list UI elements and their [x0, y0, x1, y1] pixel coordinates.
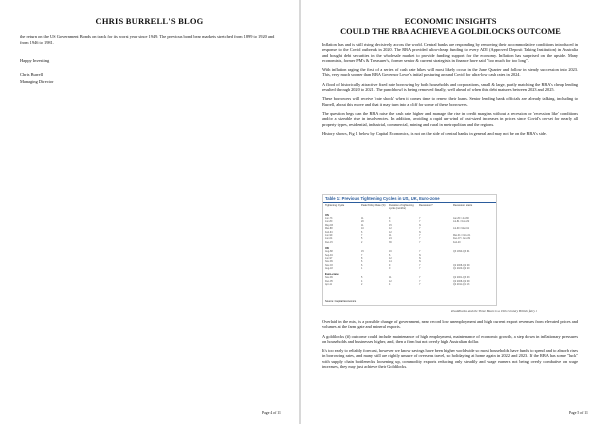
- table-cell: 11: [361, 223, 364, 227]
- table-cell: Y: [419, 233, 421, 237]
- table-cell: 20: [361, 220, 364, 224]
- table-cell: 10: [361, 227, 364, 231]
- table-cell: Q2 2008-Q2 09: [453, 279, 470, 283]
- table-cell: 2: [361, 240, 363, 244]
- signature-block: [20, 58, 54, 89]
- table-section-label: US: [325, 213, 329, 217]
- table-cell: Jun-04: [325, 237, 333, 241]
- table-cell: 6: [361, 263, 363, 267]
- table-header-cell: Duration of tightening cycle (months): [389, 204, 414, 210]
- table-cell: 11: [361, 217, 364, 220]
- table-source: Source: Capital Economics: [325, 300, 357, 303]
- table-cell: 15: [389, 223, 392, 227]
- table-cell: 6: [389, 253, 391, 257]
- table-header-cell: Recession?: [419, 204, 433, 207]
- table-row: [323, 241, 496, 244]
- table-cell: 3: [389, 220, 391, 224]
- table-cell: 8: [361, 256, 363, 260]
- article-paragraph: A flood of historically attractive fixed rate borrowing by both households and corporations, small & large, partly matching the RBA's cheap lending resulted through 2020 to 2021. The punchbowl is being removed finally, well ahead of when this debt matures between 2023 and 2025.: [322, 81, 578, 93]
- article-paragraph: Overlaid in the mix, is a possible change of government, near record low unemployment and high current export revenues from elevated prices and volumes at the farm gate and mineral exports.: [322, 319, 578, 330]
- table-cell: Feb-94: [325, 230, 333, 234]
- table-section-label: Euro-zone: [325, 272, 339, 277]
- table-cell: N: [419, 253, 421, 257]
- blog-body: [20, 34, 277, 51]
- table-cell: Dec-07 / Jun-09: [453, 237, 471, 241]
- table-cell: Aug-88: [325, 250, 333, 254]
- table-cell: 4: [389, 283, 391, 287]
- sign-off: Happy Investing: [20, 58, 50, 63]
- page-number: Page 4 of 11: [262, 411, 281, 415]
- table-cell: 12: [389, 227, 392, 231]
- table-cell: 11: [389, 276, 392, 280]
- article-body-continued: [322, 319, 578, 373]
- table-cell: Nov-03: [325, 263, 333, 267]
- table-cell: Dec-05: [325, 279, 333, 283]
- article-paragraph: History shows, Fig 1 below by Capital Economics, is not on the side of central banks in general and may not be on the RBA's side.: [322, 130, 547, 136]
- table-cell: 36: [389, 240, 392, 244]
- table-cell: May-83: [325, 223, 333, 227]
- article-paragraph: These borrowers will receive 'rate shock' when it comes time to renew their loans. Senior lending bank officials are already talking, including to Burrell, about this move and that it may turn into a cliff for some of these borrowers.: [322, 96, 578, 107]
- table-row: [323, 267, 496, 270]
- table-header-cell: Peak Policy Rate (%): [361, 204, 386, 207]
- table-cell: Jun-80: [325, 220, 333, 224]
- table-cell: Jun-73: [325, 217, 333, 220]
- table-cell: Y: [419, 276, 421, 280]
- table-cell: 6: [361, 230, 363, 234]
- table-cell: 9: [389, 263, 391, 267]
- table-cell: Jun-99: [325, 233, 333, 237]
- blog-title: CHRIS BURRELL'S BLOG: [95, 16, 204, 26]
- table-cell: Y: [419, 240, 421, 244]
- table-cell: 7: [361, 253, 363, 257]
- blog-paragraph: the return on the US Government Bonds on track for its worst year since 1949. The previous bond bear markets stretched from 1899 to 1920 and from 1946 to 1981.: [20, 34, 275, 45]
- article-paragraph: The question begs can the RBA raise the cash rate higher and manage the rise in credit margins without a recession or 'recession like' conditions and/or a sizeable rise in insolvencies. In addition, avoiding a rapid un-wind of out-sized increases in prices since Covid's on-set for nearly all property types, residential, industrial, commercial, mining and rural in metropolitan and the regions.: [322, 110, 578, 127]
- author-name: Chris Burrell: [20, 72, 44, 77]
- table-cell: 11: [389, 233, 392, 237]
- table-cell: 0: [389, 267, 391, 271]
- table-header: [323, 203, 496, 211]
- table-cell: Y: [419, 279, 421, 283]
- article-paragraph: A goldilocks (#) outcome could include maintenance of high employment, maintenance of economic growth, a step down in inflationary pressures on households and businesses higher, and, then a firm but not overly high Australian dollar.: [322, 333, 578, 344]
- table-section-label: UK: [325, 246, 330, 251]
- table-cell: 12: [389, 279, 392, 283]
- table-cell: Q2 2008-Q2 09: [453, 263, 470, 267]
- table-cell: Nov-99: [325, 260, 333, 264]
- table-cell: Q1 2020-Q2 20: [453, 267, 470, 271]
- table-cell: N: [419, 223, 421, 227]
- article-paragraph: It's too early to reliably forecast, however we know savings have been higher worldwide so most households have funds to spend and to absorb rises in borrowing rates, and many still are rightly unsure of overseas travel, so holidaying at home again in 2022 and 2023. If the RBA has some "luck" with supply chain bottlenecks loosening up, commodity exports reducing only steadily and wage earners not being overly combative on wage increases, they may just achieve their Goldilocks.: [322, 348, 578, 370]
- article-paragraph: With inflation raging the first of a series of cash rate hikes will most likely occur in the June Quarter and follow in steady succession into 2023. This, very much sooner than RBA Governor Lowe's initial posturing around Covid for ultra-low cash rates in 2024.: [322, 67, 578, 78]
- table-cell: Jul-81 / Nov-82: [453, 220, 470, 224]
- table-cell: 14: [389, 260, 392, 264]
- table-body: [323, 213, 496, 287]
- table-cell: Y: [419, 267, 421, 271]
- table-cell: Y: [419, 237, 421, 241]
- table-cell: Q4 2011-Q1 13: [453, 283, 470, 287]
- table-cell: Apr-11: [325, 283, 332, 287]
- table-cell: Y: [419, 217, 421, 220]
- table-cell: 12: [389, 256, 392, 260]
- right-page: [301, 0, 600, 424]
- table-cell: Nov-99: [325, 276, 333, 280]
- left-page: [0, 0, 299, 424]
- table-cell: Mar-01 / Nov-01: [453, 233, 471, 237]
- table-cell: Feb-20: [453, 240, 461, 244]
- table-cell: Q2 2001-Q3 03: [453, 276, 470, 280]
- table-cell: 5: [361, 237, 363, 241]
- article-body: [322, 42, 578, 140]
- article-title: COULD THE RBA ACHIEVE A GOLDILOCKS OUTCOME: [340, 27, 561, 36]
- table-cell: 6: [361, 260, 363, 264]
- table-cell: Jul-90 / Mar-91: [453, 227, 470, 231]
- table-cell: 7: [361, 233, 363, 237]
- table-cell: 9: [389, 217, 391, 220]
- table-cell: Jan-80 / Jul-80: [453, 217, 469, 220]
- page-number: Page 5 of 11: [569, 411, 588, 415]
- table-header-cell: Recession starts: [453, 204, 473, 207]
- table-cell: 1: [361, 267, 363, 271]
- section-header: ECONOMIC INSIGHTS: [404, 16, 497, 26]
- table-cell: 15: [361, 250, 364, 254]
- table-cell: 5: [361, 276, 363, 280]
- table-cell: N: [419, 230, 421, 234]
- table-row: [323, 283, 496, 286]
- table-cell: Sep-94: [325, 253, 333, 257]
- table-cell: Aug-18: [325, 267, 333, 271]
- article-paragraph: Inflation has and is still rising decisively across the world. Central banks are responding by removing their accommodative conditions introduced in response to the Covid outbreak in 2020. The RBA provided ultra-cheap funding to every ADI (Approved Deposit Taking Institution) in Australia and bought debt securities in the wholesale market to provide funding support for the economy. Inflation has surprised on the upside. Many economists, former PM's & Treasurer's, former senior & current strategists in finance have said "too much for too long".: [322, 42, 578, 63]
- table-cell: N: [419, 260, 421, 264]
- table-cell: 16: [389, 250, 392, 254]
- table-cell: Y: [419, 250, 421, 254]
- table-cell: Y: [419, 227, 421, 231]
- author-role: Managing Director: [20, 79, 54, 84]
- table-cell: Y: [419, 263, 421, 267]
- table-cell: 2: [361, 283, 363, 287]
- table-cell: Mar-88: [325, 227, 333, 231]
- table-cell: 4: [361, 279, 363, 283]
- table-cell: N: [419, 256, 421, 260]
- table-cell: 24: [389, 237, 392, 241]
- table-header-cell: Tightening Cycle: [325, 204, 345, 207]
- table-title: Table 1: Previous Tightening Cycles in US, UK, Euro-zone: [323, 195, 496, 203]
- table-cell: 12: [389, 230, 392, 234]
- table-cell: Y: [419, 283, 421, 287]
- figure-caption: #Goldilocks and the Three Bears is a 19th Century British fairy t: [451, 309, 537, 313]
- table-cell: Dec-15: [325, 240, 333, 244]
- table-cell: Y: [419, 220, 421, 224]
- table-cell: Jun-97: [325, 256, 333, 260]
- table-cell: Q3 1990-Q3 91: [453, 250, 470, 254]
- tightening-cycles-table: [322, 194, 497, 306]
